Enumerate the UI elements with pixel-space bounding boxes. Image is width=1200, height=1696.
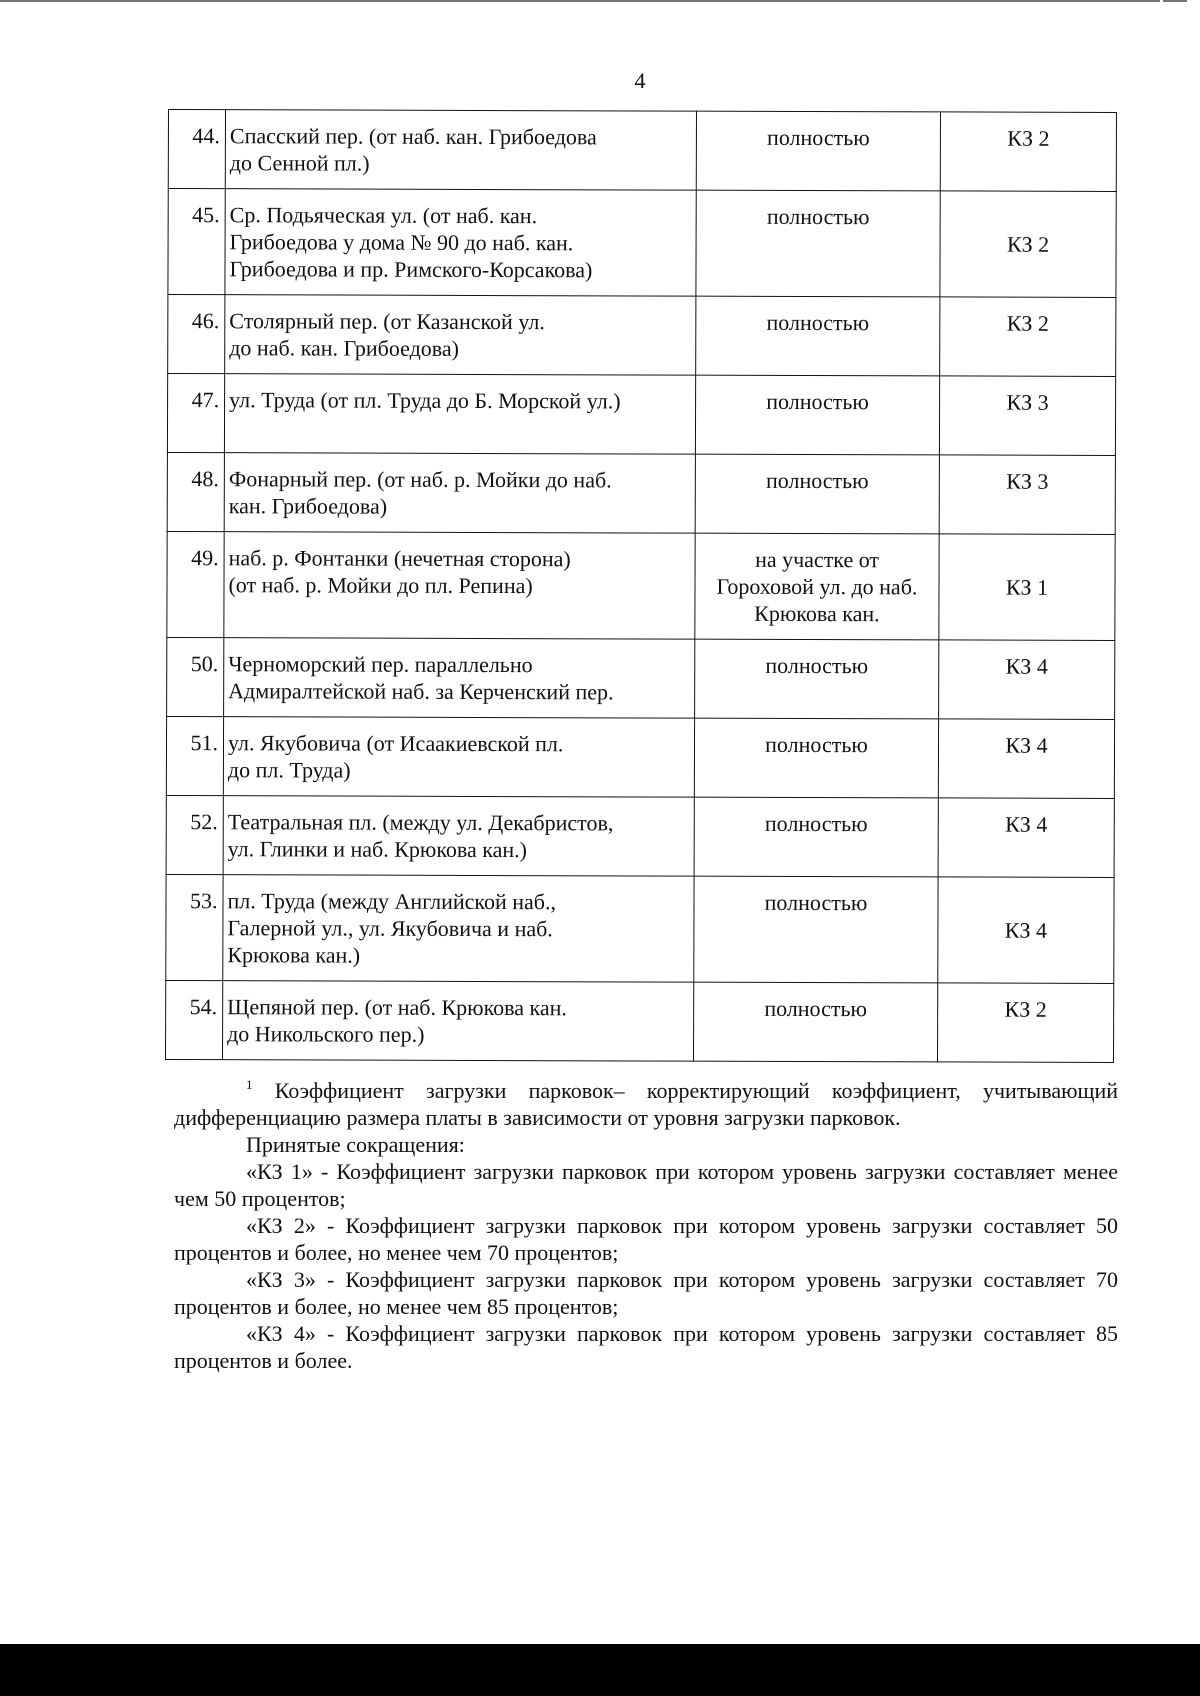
table-row bbox=[167, 374, 1115, 456]
street-cell bbox=[223, 875, 694, 982]
street-table-container bbox=[165, 109, 1116, 1063]
table-row bbox=[168, 189, 1116, 298]
street-line: Галерной ул., ул. Якубовича и наб. bbox=[227, 915, 553, 942]
abbreviation-kz1: «КЗ 1» - Коэффициент загрузки парковок при котором уровень загрузки составляет менее чем 50 процентов; bbox=[174, 1159, 1118, 1211]
scope-line: полностью bbox=[767, 124, 870, 151]
street-line bbox=[229, 413, 685, 441]
scope-line: полностью bbox=[764, 995, 868, 1022]
scope-cell bbox=[696, 296, 940, 376]
footnote-definition-text: Коэффициент загрузки парковок– корректирующий коэффициент, учитывающий дифференциацию размера платы в зависимости от уровня загрузки парковок. bbox=[174, 1078, 1119, 1130]
scope-line: полностью bbox=[765, 652, 869, 679]
row-number: 49. bbox=[167, 531, 224, 637]
scope-line: полностью bbox=[766, 309, 870, 336]
table-row bbox=[167, 452, 1115, 534]
street-cell bbox=[223, 981, 694, 1061]
street-line: наб. р. Фонтанки (нечетная сторона) bbox=[228, 545, 571, 572]
street-line: Фонарный пер. (от наб. р. Мойки до наб. bbox=[228, 466, 612, 493]
scope-line: полностью bbox=[764, 810, 868, 837]
scope-line: полностью bbox=[765, 731, 868, 758]
street-line: до пл. Труда) bbox=[227, 757, 351, 783]
street-table bbox=[165, 109, 1117, 1063]
street-cell bbox=[224, 453, 695, 533]
scope-cell bbox=[695, 454, 939, 534]
table-row bbox=[168, 110, 1116, 192]
row-number: 46. bbox=[168, 295, 225, 374]
street-line: Крюкова кан.) bbox=[227, 942, 361, 968]
bottom-scan-band bbox=[0, 1644, 1200, 1696]
street-cell bbox=[225, 110, 696, 190]
scope-line: Гороховой ул. до наб. bbox=[716, 573, 918, 600]
street-line: до Никольского пер.) bbox=[227, 1021, 425, 1047]
scope-cell bbox=[696, 111, 940, 191]
table-row bbox=[166, 874, 1114, 983]
street-line: Театральная пл. (между ул. Декабристов, bbox=[227, 809, 614, 836]
scope-cell bbox=[694, 876, 938, 983]
street-line: Черноморский пер. параллельно bbox=[228, 651, 533, 678]
scope-cell bbox=[694, 982, 938, 1062]
coefficient-cell: КЗ 3 bbox=[939, 455, 1115, 535]
scope-line: полностью bbox=[764, 889, 868, 916]
street-line: ул. Глинки и наб. Крюкова кан.) bbox=[227, 836, 528, 863]
footnote-marker: 1 bbox=[246, 1077, 253, 1092]
street-line: ул. Якубовича (от Исаакиевской пл. bbox=[227, 730, 564, 757]
table-row bbox=[166, 795, 1114, 877]
street-line: пл. Труда (между Английской наб., bbox=[227, 888, 557, 915]
page-number: 4 bbox=[634, 68, 646, 93]
row-number: 51. bbox=[166, 716, 223, 795]
scope-cell bbox=[694, 797, 938, 877]
street-line: Грибоедова и пр. Римского-Корсакова) bbox=[229, 256, 593, 283]
table-row bbox=[166, 716, 1114, 798]
scope-line: полностью bbox=[766, 203, 870, 230]
coefficient-cell: КЗ 4 bbox=[939, 640, 1115, 720]
scope-line: полностью bbox=[765, 467, 869, 494]
row-number: 54. bbox=[166, 980, 223, 1059]
row-number: 50. bbox=[167, 637, 224, 716]
scope-line: полностью bbox=[766, 388, 869, 415]
top-scan-rule bbox=[0, 0, 1160, 2]
scope-cell bbox=[695, 533, 939, 640]
street-cell bbox=[224, 638, 695, 718]
scope-line: Крюкова кан. bbox=[754, 600, 880, 627]
street-line: Ср. Подьяческая ул. (от наб. кан. bbox=[229, 202, 538, 229]
street-line: Грибоедова у дома № 90 до наб. кан. bbox=[229, 229, 574, 256]
street-cell bbox=[223, 717, 694, 797]
coefficient-cell: КЗ 4 bbox=[938, 719, 1114, 799]
street-line: кан. Грибоедова) bbox=[228, 493, 388, 519]
scope-cell bbox=[695, 375, 939, 455]
abbreviations-heading: Принятые сокращения: bbox=[246, 1132, 465, 1157]
footnote-definition bbox=[174, 1077, 1118, 1131]
scope-cell bbox=[696, 190, 940, 297]
row-number: 48. bbox=[167, 452, 224, 531]
street-line: Щепяной пер. (от наб. Крюкова кан. bbox=[227, 994, 567, 1021]
table-row bbox=[167, 637, 1115, 719]
scope-cell bbox=[695, 639, 939, 719]
coefficient-cell: КЗ 2 bbox=[940, 112, 1116, 192]
street-cell bbox=[224, 374, 695, 454]
coefficient-cell: КЗ 2 bbox=[940, 191, 1116, 298]
street-line: ул. Труда (от пл. Труда до Б. Морской ул.) bbox=[229, 387, 621, 414]
street-line: (от наб. р. Мойки до пл. Репина) bbox=[228, 572, 533, 599]
abbreviation-kz2: «КЗ 2» - Коэффициент загрузки парковок при котором уровень загрузки составляет 50 процентов и более, но менее чем 70 процентов; bbox=[174, 1213, 1118, 1265]
street-cell bbox=[225, 189, 696, 296]
table-row bbox=[166, 980, 1114, 1062]
row-number: 52. bbox=[166, 795, 223, 874]
abbreviation-kz4: «КЗ 4» - Коэффициент загрузки парковок при котором уровень загрузки составляет 85 процентов и более. bbox=[174, 1321, 1118, 1373]
table-row bbox=[167, 531, 1115, 640]
top-scan-rule-tail bbox=[1163, 0, 1187, 2]
coefficient-cell: КЗ 4 bbox=[938, 877, 1114, 984]
coefficient-cell: КЗ 3 bbox=[939, 376, 1115, 456]
coefficient-cell: КЗ 2 bbox=[938, 983, 1114, 1063]
footnote-block bbox=[174, 1077, 1118, 1374]
scope-line: на участке от bbox=[755, 546, 880, 573]
street-table-body bbox=[166, 110, 1117, 1063]
row-number: 45. bbox=[168, 189, 225, 295]
abbreviation-kz3: «КЗ 3» - Коэффициент загрузки парковок при котором уровень загрузки составляет 70 процентов и более, но менее чем 85 процентов; bbox=[174, 1267, 1118, 1319]
street-line: Спасский пер. (от наб. кан. Грибоедова bbox=[229, 123, 597, 150]
street-line: Адмиралтейской наб. за Керченский пер. bbox=[228, 678, 614, 705]
street-cell bbox=[223, 796, 694, 876]
coefficient-cell: КЗ 4 bbox=[938, 798, 1114, 878]
street-line: до наб. кан. Грибоедова) bbox=[229, 335, 460, 361]
row-number: 47. bbox=[167, 374, 224, 453]
scope-cell bbox=[694, 718, 938, 798]
row-number: 53. bbox=[166, 874, 223, 980]
table-row bbox=[168, 295, 1116, 377]
street-cell bbox=[224, 532, 695, 639]
row-number: 44. bbox=[168, 110, 225, 189]
street-line: Столярный пер. (от Казанской ул. bbox=[229, 308, 545, 335]
street-line: до Сенной пл.) bbox=[229, 150, 370, 176]
coefficient-cell: КЗ 2 bbox=[940, 297, 1116, 377]
street-cell bbox=[225, 295, 696, 375]
coefficient-cell: КЗ 1 bbox=[939, 534, 1115, 641]
